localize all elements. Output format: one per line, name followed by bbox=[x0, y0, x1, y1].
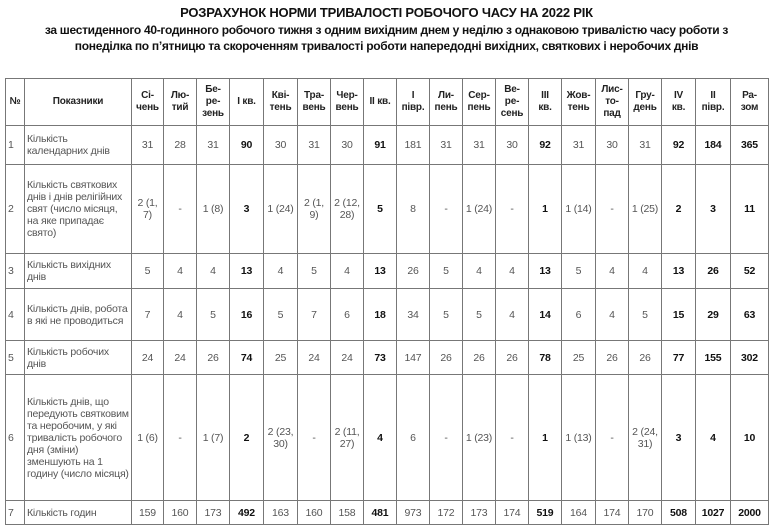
table-cell: 31 bbox=[298, 126, 331, 165]
table-cell: 24 bbox=[132, 341, 164, 375]
row-label: Кількість годин bbox=[25, 501, 132, 525]
table-cell: 6 bbox=[562, 289, 596, 341]
column-header: IV кв. bbox=[662, 79, 696, 126]
table-cell: 163 bbox=[264, 501, 298, 525]
table-cell: 4 bbox=[696, 375, 731, 501]
table-cell: 13 bbox=[662, 254, 696, 289]
table-cell: 1 (8) bbox=[197, 165, 230, 254]
table-cell: 26 bbox=[463, 341, 496, 375]
table-cell: 1 (7) bbox=[197, 375, 230, 501]
table-cell: 173 bbox=[463, 501, 496, 525]
table-cell: 3 bbox=[662, 375, 696, 501]
column-header: Ли- пень bbox=[430, 79, 463, 126]
column-header: II півр. bbox=[696, 79, 731, 126]
column-header: I кв. bbox=[230, 79, 264, 126]
table-cell: 172 bbox=[430, 501, 463, 525]
table-cell: 973 bbox=[397, 501, 430, 525]
table-cell: 1 (25) bbox=[629, 165, 662, 254]
row-label: Кількість святкових днів і днів релігійних свят (число місяця, на яке припадає свято) bbox=[25, 165, 132, 254]
table-cell: 181 bbox=[397, 126, 430, 165]
table-cell: 25 bbox=[264, 341, 298, 375]
table-row bbox=[6, 501, 769, 525]
table-cell: 11 bbox=[731, 165, 769, 254]
table-cell: 30 bbox=[331, 126, 364, 165]
column-header: Бе- ре- зень bbox=[197, 79, 230, 126]
table-cell: 5 bbox=[132, 254, 164, 289]
table-cell: 73 bbox=[364, 341, 397, 375]
column-header: Ра- зом bbox=[731, 79, 769, 126]
table-cell: - bbox=[596, 165, 629, 254]
column-header: Сер- пень bbox=[463, 79, 496, 126]
table-cell: 2 (12, 28) bbox=[331, 165, 364, 254]
table-cell: 4 bbox=[629, 254, 662, 289]
row-label: Кількість днів, робота в які не проводиться bbox=[25, 289, 132, 341]
table-cell: 4 bbox=[164, 289, 197, 341]
table-cell: 2 (1, 7) bbox=[132, 165, 164, 254]
table-cell: 147 bbox=[397, 341, 430, 375]
table-cell: 1 (6) bbox=[132, 375, 164, 501]
table-cell: 31 bbox=[132, 126, 164, 165]
table-cell: 31 bbox=[463, 126, 496, 165]
page-subtitle: за шестиденного 40-годинного робочого тижня з одним вихідним днем у неділю з однаковою тривалістю часу роботи з понеділка по п’ятницю та скороченням тривалості роботи напередодні вихідних, святкових і неробочих днів bbox=[44, 23, 729, 53]
row-number: 3 bbox=[6, 254, 25, 289]
table-cell: 160 bbox=[164, 501, 197, 525]
column-header: Жов- тень bbox=[562, 79, 596, 126]
table-cell: 24 bbox=[298, 341, 331, 375]
table-cell: 5 bbox=[264, 289, 298, 341]
table-cell: 365 bbox=[731, 126, 769, 165]
column-header: Лис- то- пад bbox=[596, 79, 629, 126]
table-cell: 26 bbox=[496, 341, 529, 375]
table-cell: 1 (13) bbox=[562, 375, 596, 501]
table-cell: 5 bbox=[430, 254, 463, 289]
table-cell: 4 bbox=[364, 375, 397, 501]
table-cell: 63 bbox=[731, 289, 769, 341]
table-cell: 10 bbox=[731, 375, 769, 501]
table-cell: 31 bbox=[562, 126, 596, 165]
row-number: 2 bbox=[6, 165, 25, 254]
table-cell: 26 bbox=[430, 341, 463, 375]
table-cell: 14 bbox=[529, 289, 562, 341]
table-cell: 78 bbox=[529, 341, 562, 375]
table-cell: 302 bbox=[731, 341, 769, 375]
column-header: I півр. bbox=[397, 79, 430, 126]
table-cell: 2 bbox=[230, 375, 264, 501]
table-cell: 26 bbox=[696, 254, 731, 289]
table-cell: 30 bbox=[596, 126, 629, 165]
page-title: РОЗРАХУНОК НОРМИ ТРИВАЛОСТІ РОБОЧОГО ЧАСУ НА 2022 РІК bbox=[180, 5, 593, 20]
table-cell: 16 bbox=[230, 289, 264, 341]
table-cell: 18 bbox=[364, 289, 397, 341]
table-cell: - bbox=[496, 165, 529, 254]
table-cell: 4 bbox=[596, 254, 629, 289]
table-cell: 52 bbox=[731, 254, 769, 289]
table-cell: 159 bbox=[132, 501, 164, 525]
table-cell: 174 bbox=[496, 501, 529, 525]
table-cell: 31 bbox=[430, 126, 463, 165]
table-cell: 170 bbox=[629, 501, 662, 525]
table-cell: - bbox=[164, 375, 197, 501]
table-cell: 1 (24) bbox=[463, 165, 496, 254]
table-cell: 4 bbox=[496, 254, 529, 289]
table-row bbox=[6, 341, 769, 375]
row-number: 7 bbox=[6, 501, 25, 525]
table-cell: 28 bbox=[164, 126, 197, 165]
table-cell: 6 bbox=[397, 375, 430, 501]
column-header: Показники bbox=[25, 79, 132, 126]
table-cell: 31 bbox=[629, 126, 662, 165]
row-number: 6 bbox=[6, 375, 25, 501]
table-cell: 6 bbox=[331, 289, 364, 341]
row-label: Кількість календарних днів bbox=[25, 126, 132, 165]
table-cell: - bbox=[430, 375, 463, 501]
table-row bbox=[6, 375, 769, 501]
table-cell: 174 bbox=[596, 501, 629, 525]
table-cell: 4 bbox=[264, 254, 298, 289]
table-cell: 5 bbox=[364, 165, 397, 254]
row-number: 4 bbox=[6, 289, 25, 341]
table-cell: 5 bbox=[463, 289, 496, 341]
table-cell: - bbox=[298, 375, 331, 501]
table-cell: 3 bbox=[230, 165, 264, 254]
table-cell: 1 (23) bbox=[463, 375, 496, 501]
table-cell: 4 bbox=[331, 254, 364, 289]
table-cell: 173 bbox=[197, 501, 230, 525]
table-cell: 7 bbox=[132, 289, 164, 341]
column-header: Гру- день bbox=[629, 79, 662, 126]
table-cell: 74 bbox=[230, 341, 264, 375]
table-cell: 184 bbox=[696, 126, 731, 165]
table-cell: 7 bbox=[298, 289, 331, 341]
table-cell: 34 bbox=[397, 289, 430, 341]
table-cell: 30 bbox=[496, 126, 529, 165]
table-cell: 29 bbox=[696, 289, 731, 341]
table-cell: 160 bbox=[298, 501, 331, 525]
table-cell: 4 bbox=[463, 254, 496, 289]
table-cell: 30 bbox=[264, 126, 298, 165]
row-number: 5 bbox=[6, 341, 25, 375]
row-number: 1 bbox=[6, 126, 25, 165]
table-cell: 5 bbox=[562, 254, 596, 289]
table-cell: 4 bbox=[596, 289, 629, 341]
table-cell: 77 bbox=[662, 341, 696, 375]
row-label: Кількість вихідних днів bbox=[25, 254, 132, 289]
column-header: II кв. bbox=[364, 79, 397, 126]
table-cell: 2 bbox=[662, 165, 696, 254]
table-cell: - bbox=[430, 165, 463, 254]
table-cell: - bbox=[496, 375, 529, 501]
table-cell: 3 bbox=[696, 165, 731, 254]
table-cell: 2000 bbox=[731, 501, 769, 525]
table-cell: 8 bbox=[397, 165, 430, 254]
row-label: Кількість днів, що передують святковим та неробочим, у які тривалість робочого дня (зміни) зменшують на 1 годину (число місяця) bbox=[25, 375, 132, 501]
table-cell: 92 bbox=[662, 126, 696, 165]
table-row bbox=[6, 254, 769, 289]
table-cell: 5 bbox=[298, 254, 331, 289]
table-cell: 5 bbox=[197, 289, 230, 341]
table-cell: 2 (1, 9) bbox=[298, 165, 331, 254]
column-header: Тра- вень bbox=[298, 79, 331, 126]
column-header: III кв. bbox=[529, 79, 562, 126]
column-header: Лю- тий bbox=[164, 79, 197, 126]
table-cell: 26 bbox=[397, 254, 430, 289]
table-cell: - bbox=[164, 165, 197, 254]
table-cell: 2 (23, 30) bbox=[264, 375, 298, 501]
table-cell: 492 bbox=[230, 501, 264, 525]
table-cell: 4 bbox=[197, 254, 230, 289]
table-cell: 481 bbox=[364, 501, 397, 525]
column-header: Сі- чень bbox=[132, 79, 164, 126]
table-cell: 2 (11, 27) bbox=[331, 375, 364, 501]
table-cell: 4 bbox=[496, 289, 529, 341]
table-cell: 508 bbox=[662, 501, 696, 525]
table-cell: 5 bbox=[629, 289, 662, 341]
table-cell: 15 bbox=[662, 289, 696, 341]
table-row bbox=[6, 289, 769, 341]
table-cell: 1027 bbox=[696, 501, 731, 525]
table-cell: 13 bbox=[529, 254, 562, 289]
table-cell: 26 bbox=[596, 341, 629, 375]
table-cell: 519 bbox=[529, 501, 562, 525]
table-cell: 31 bbox=[197, 126, 230, 165]
table-cell: 25 bbox=[562, 341, 596, 375]
table-cell: 164 bbox=[562, 501, 596, 525]
table-cell: 92 bbox=[529, 126, 562, 165]
table-cell: 1 bbox=[529, 375, 562, 501]
table-cell: 13 bbox=[230, 254, 264, 289]
table-cell: 1 (24) bbox=[264, 165, 298, 254]
table-cell: 24 bbox=[331, 341, 364, 375]
table-row bbox=[6, 165, 769, 254]
table-cell: 26 bbox=[197, 341, 230, 375]
table-cell: 1 bbox=[529, 165, 562, 254]
table-cell: - bbox=[596, 375, 629, 501]
table-cell: 90 bbox=[230, 126, 264, 165]
table-cell: 2 (24, 31) bbox=[629, 375, 662, 501]
table-cell: 26 bbox=[629, 341, 662, 375]
column-header: Ве- ре- сень bbox=[496, 79, 529, 126]
column-header: № bbox=[6, 79, 25, 126]
table-row bbox=[6, 126, 769, 165]
table-cell: 24 bbox=[164, 341, 197, 375]
table-cell: 155 bbox=[696, 341, 731, 375]
table-cell: 13 bbox=[364, 254, 397, 289]
header-row bbox=[6, 79, 769, 126]
table-cell: 4 bbox=[164, 254, 197, 289]
table-cell: 91 bbox=[364, 126, 397, 165]
table-cell: 1 (14) bbox=[562, 165, 596, 254]
column-header: Кві- тень bbox=[264, 79, 298, 126]
column-header: Чер- вень bbox=[331, 79, 364, 126]
table-cell: 158 bbox=[331, 501, 364, 525]
work-hours-table bbox=[5, 78, 769, 525]
table-cell: 5 bbox=[430, 289, 463, 341]
row-label: Кількість робочих днів bbox=[25, 341, 132, 375]
